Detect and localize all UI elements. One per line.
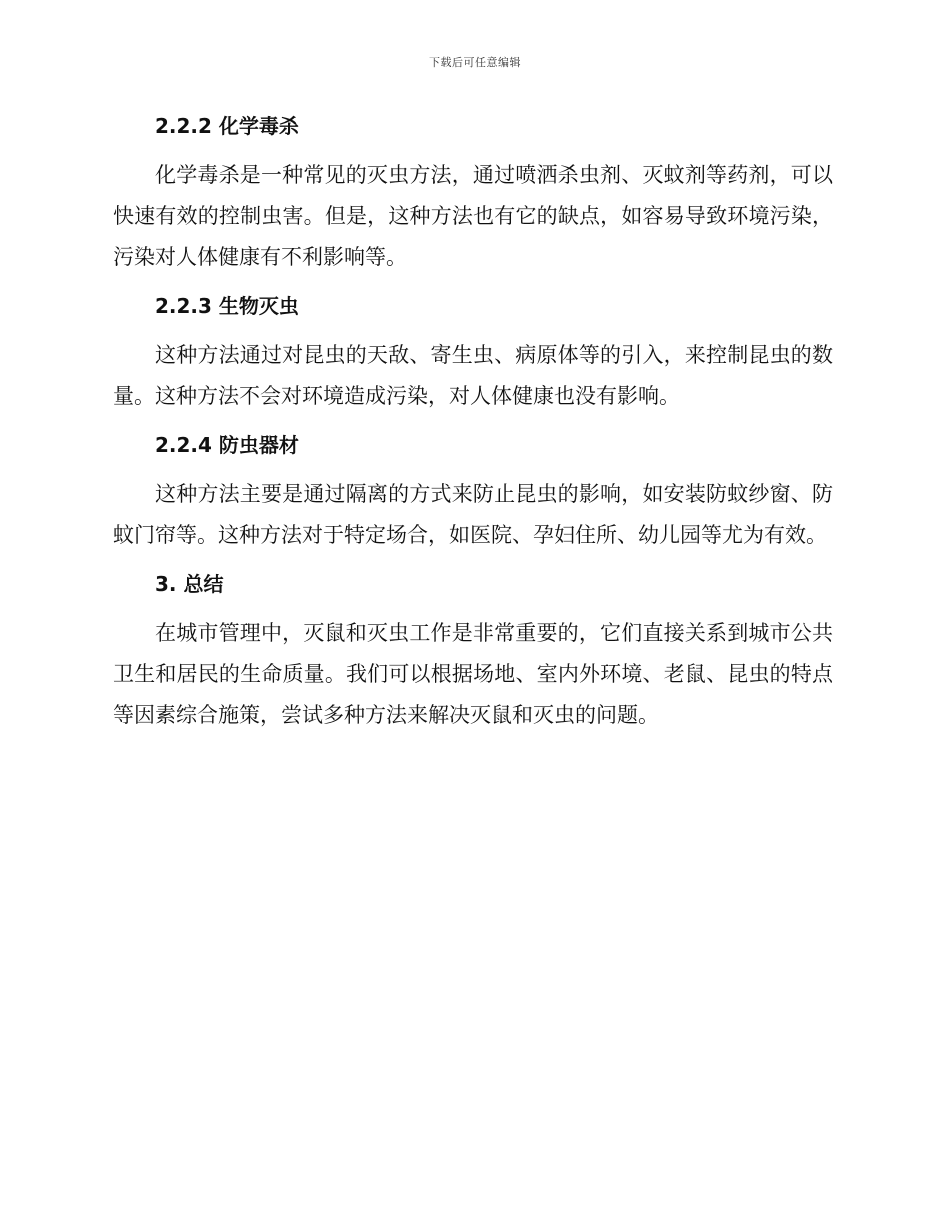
section-paragraph-equipment: 这种方法主要是通过隔离的方式来防止昆虫的影响，如安装防蚊纱窗、防蚊门帘等。这种方法对于特定场合，如医院、孕妇住所、幼儿园等尤为有效。	[113, 482, 833, 547]
section-heading-biological: 2.2.3 生物灭虫	[155, 294, 299, 318]
section-paragraph-biological: 这种方法通过对昆虫的天敌、寄生虫、病原体等的引入，来控制昆虫的数量。这种方法不会对环境造成污染，对人体健康也没有影响。	[113, 343, 833, 408]
section-paragraph-chemical: 化学毒杀是一种常见的灭虫方法，通过喷洒杀虫剂、灭蚊剂等药剂，可以快速有效的控制虫害。但是，这种方法也有它的缺点，如容易导致环境污染，污染对人体健康有不利影响等。	[113, 163, 833, 269]
document-body	[113, 110, 833, 736]
section-paragraph-summary: 在城市管理中，灭鼠和灭虫工作是非常重要的，它们直接关系到城市公共卫生和居民的生命质量。我们可以根据场地、室内外环境、老鼠、昆虫的特点等因素综合施策，尝试多种方法来解决灭鼠和灭虫的问题。	[113, 621, 833, 727]
section-heading-equipment: 2.2.4 防虫器材	[155, 433, 299, 457]
section-heading-chemical: 2.2.2 化学毒杀	[155, 114, 299, 138]
page-header: 下载后可任意编辑	[429, 56, 521, 69]
section-heading-summary: 3. 总结	[155, 572, 224, 596]
